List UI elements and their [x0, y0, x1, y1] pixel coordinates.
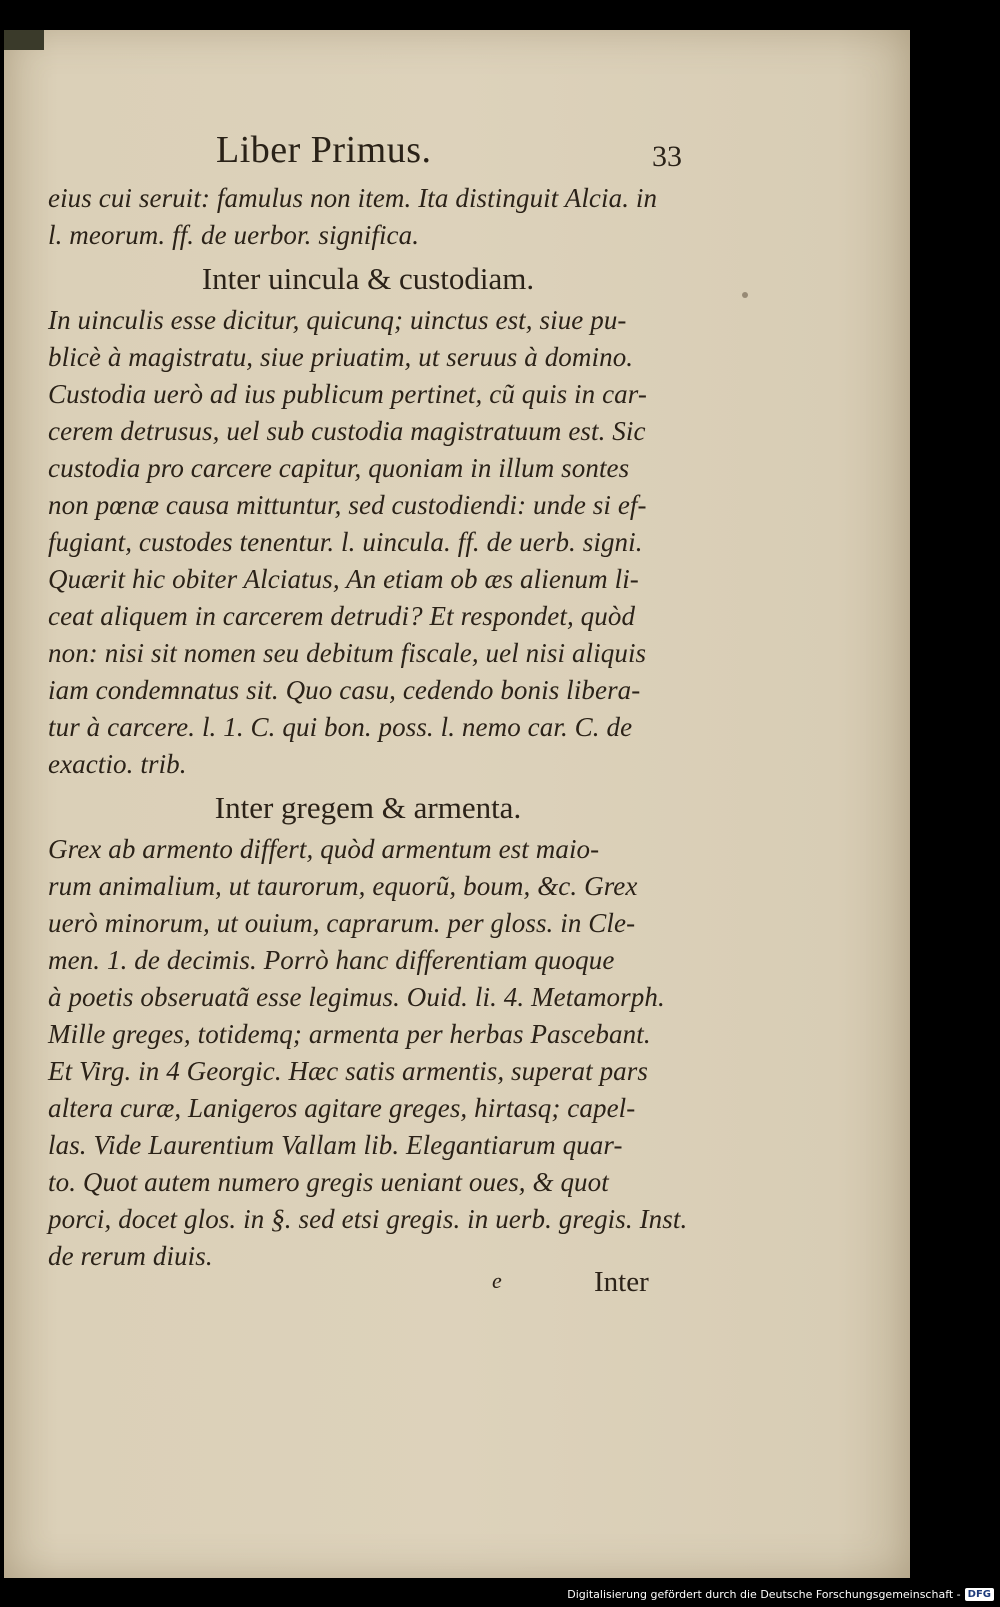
section-heading: Inter gregem & armenta. — [214, 790, 522, 825]
credit-text: Digitalisierung gefördert durch die Deutsche Forschungsgemeinschaft - — [567, 1587, 961, 1601]
text-line: men. 1. de decimis. Porrò hanc differentiam quoque — [48, 945, 615, 975]
text-line: non pœnæ causa mittuntur, sed custodiendi: unde si ef- — [48, 490, 647, 520]
text-line: rum animalium, ut taurorum, equorũ, boum, &c. Grex — [48, 871, 638, 901]
text-line: iam condemnatus sit. Quo casu, cedendo bonis libera- — [48, 675, 641, 705]
dfg-logo: DFG — [965, 1588, 994, 1601]
text-line: to. Quot autem numero gregis ueniant oues, & quot — [48, 1167, 609, 1197]
text-line: Grex ab armento differt, quòd armentum est maio- — [48, 834, 600, 864]
text-line: Custodia uerò ad ius publicum pertinet, cũ quis in car- — [48, 379, 647, 409]
text-line: non: nisi sit nomen seu debitum fiscale, uel nisi aliquis — [48, 638, 647, 668]
digitization-credit — [567, 1584, 994, 1604]
text-line: porci, docet glos. in §. sed etsi gregis. in uerb. gregis. Inst. — [48, 1204, 688, 1234]
text-line: exactio. trib. — [48, 749, 187, 779]
section-heading: Inter uincula & custodiam. — [201, 261, 535, 296]
text-line: Et Virg. in 4 Georgic. Hæc satis armentis, superat pars — [48, 1056, 648, 1086]
page-corner-shadow — [4, 30, 44, 50]
folio-number: 33 — [652, 140, 682, 173]
ink-speck — [742, 292, 748, 298]
text-line: l. meorum. ff. de uerbor. significa. — [48, 220, 420, 250]
text-line: In uinculis esse dicitur, quicunq; uinctus est, siue pu- — [48, 305, 627, 335]
signature-mark: e — [492, 1268, 502, 1293]
text-line: ceat aliquem in carcerem detrudi? Et respondet, quòd — [48, 601, 636, 631]
catchword: Inter — [594, 1266, 649, 1298]
text-line: cerem detrusus, uel sub custodia magistratuum est. Sic — [48, 416, 646, 446]
page-header — [204, 128, 684, 176]
text-line: blicè à magistratu, siue priuatim, ut seruus à domino. — [48, 342, 634, 372]
text-line: Quærit hic obiter Alciatus, An etiam ob æs alienum li- — [48, 564, 639, 594]
text-line: tur à carcere. l. 1. C. qui bon. poss. l. nemo car. C. de — [48, 712, 633, 742]
text-block — [48, 180, 688, 1275]
text-line: uerò minorum, ut ouium, caprarum. per gloss. in Cle- — [48, 908, 636, 938]
text-line: las. Vide Laurentium Vallam lib. Elegantiarum quar- — [48, 1130, 623, 1160]
text-line: custodia pro carcere capitur, quoniam in illum sontes — [48, 453, 630, 483]
book-page — [4, 30, 910, 1578]
text-line: eius cui seruit: famulus non item. Ita distinguit Alcia. in — [48, 183, 658, 213]
text-line: altera curæ, Lanigeros agitare greges, hirtasq; capel- — [48, 1093, 636, 1123]
text-line: fugiant, custodes tenentur. l. uincula. ff. de uerb. signi. — [48, 527, 643, 557]
text-line: à poetis obseruatã esse legimus. Ouid. li. 4. Metamorph. — [48, 982, 665, 1012]
page-footer — [484, 1266, 684, 1306]
running-title: Liber Primus. — [216, 129, 432, 171]
text-line: Mille greges, totidemq; armenta per herbas Pascebant. — [48, 1019, 651, 1049]
text-line: de rerum diuis. — [48, 1241, 213, 1271]
